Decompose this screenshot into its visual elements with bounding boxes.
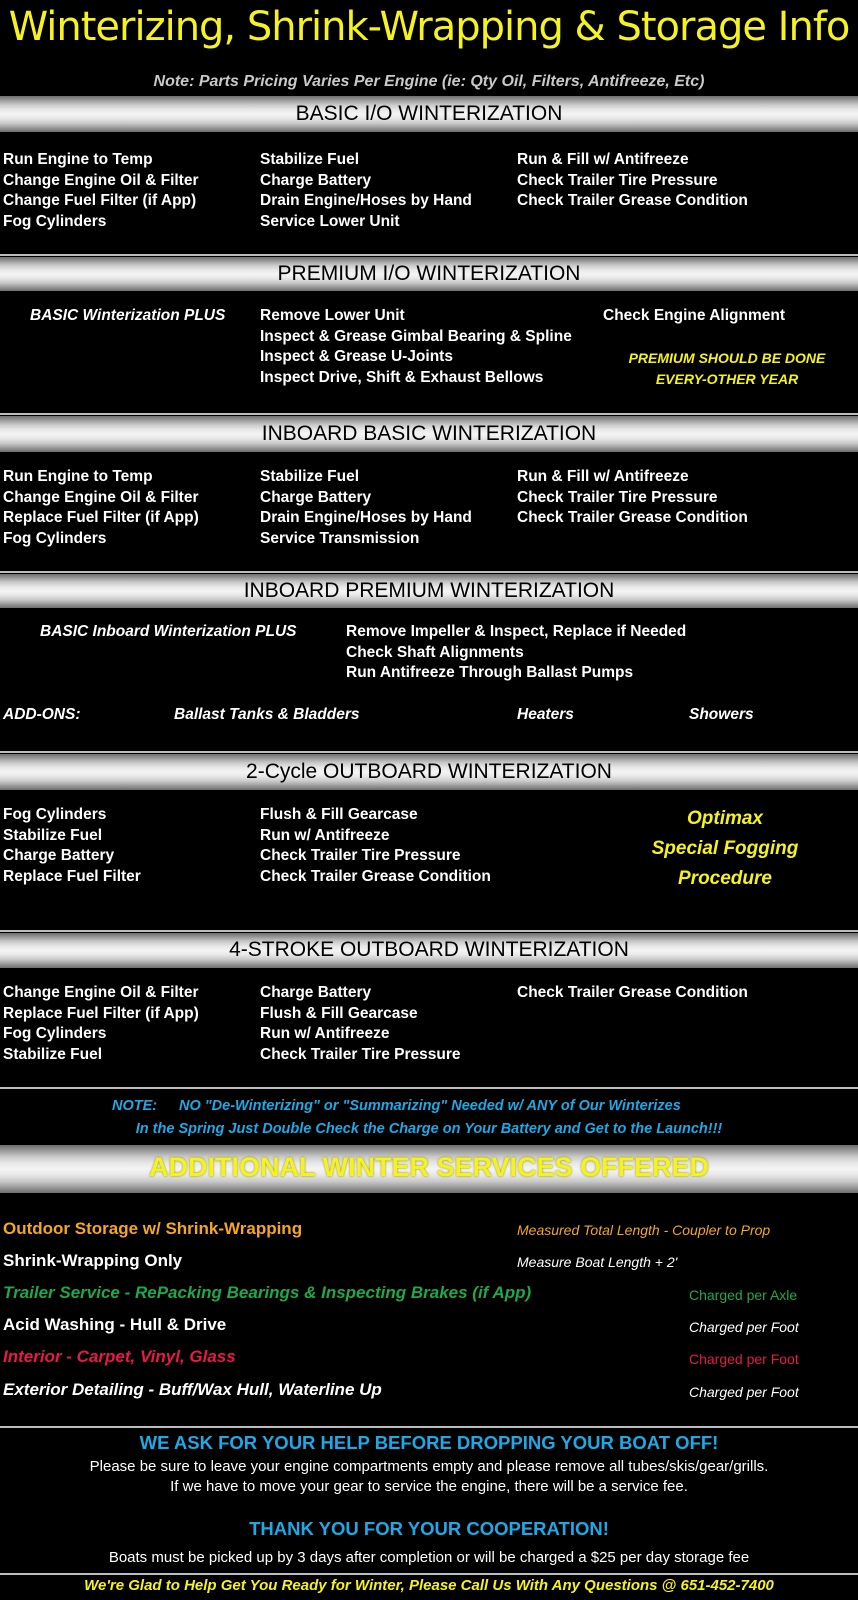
list-item: Change Fuel Filter (if App) [3, 192, 197, 210]
basic-io-col2 [260, 150, 472, 232]
list-item: Fog Cylinders [3, 1025, 107, 1043]
service-name: Trailer Service - RePacking Bearings & Inspecting Brakes (if App) [3, 1283, 532, 1302]
service-name: Shrink-Wrapping Only [3, 1251, 183, 1270]
list-item: Change Engine Oil & Filter [3, 984, 199, 1001]
premium-io-col2 [260, 306, 572, 388]
four-stroke-band [0, 933, 858, 968]
list-item: Drain Engine/Hoses by Hand [260, 509, 472, 527]
divider [0, 751, 858, 753]
list-item: Replace Fuel Filter [3, 867, 141, 885]
list-item: Replace Fuel Filter (if App) [3, 509, 199, 527]
closing-line: We're Glad to Help Get You Ready for Winter, Please Call Us With Any Questions @ 651-452-7400 [84, 1577, 774, 1594]
premium-io-band [0, 257, 858, 291]
four-stroke-col3 [517, 983, 748, 1004]
list-item: Fog Cylinders [3, 212, 107, 230]
inboard-basic-band [0, 416, 858, 452]
inboard-basic-col3 [517, 467, 748, 529]
list-item: Inspect Drive, Shift & Exhaust Bellows [260, 368, 544, 386]
addon-item: Ballast Tanks & Bladders [174, 706, 360, 723]
service-charge: Charged per Foot [689, 1384, 799, 1400]
list-item: Check Trailer Tire Pressure [260, 1045, 461, 1063]
inboard-basic-heading: INBOARD BASIC WINTERIZATION [261, 422, 597, 445]
list-item: Run Antifreeze Through Ballast Pumps [346, 664, 634, 682]
list-item: Check Trailer Grease Condition [260, 867, 491, 885]
list-item: Run & Fill w/ Antifreeze [517, 468, 689, 485]
list-item: Run w/ Antifreeze [260, 826, 390, 844]
basic-io-band [0, 96, 858, 132]
service-name: Outdoor Storage w/ Shrink-Wrapping [3, 1219, 303, 1238]
help-line1: Please be sure to leave your engine compartments empty and please remove all tubes/skis/gear/grills. [89, 1458, 769, 1475]
service-charge: Measure Boat Length + 2' [517, 1254, 678, 1270]
list-item: Flush & Fill Gearcase [260, 1004, 418, 1022]
list-item: Check Trailer Tire Pressure [260, 847, 461, 865]
list-item: Flush & Fill Gearcase [260, 806, 418, 823]
two-cycle-band [0, 754, 858, 790]
two-cycle-col2 [260, 805, 491, 887]
list-item: Charge Battery [260, 171, 372, 189]
additional-services-band [0, 1145, 858, 1193]
additional-services-heading: ADDITIONAL WINTER SERVICES OFFERED [148, 1152, 710, 1182]
list-item: Stabilize Fuel [3, 826, 103, 844]
basic-io-heading: BASIC I/O WINTERIZATION [295, 102, 563, 125]
addon-item: Showers [689, 706, 754, 723]
inboard-basic-col2 [260, 467, 472, 549]
list-item: Stabilize Fuel [260, 151, 360, 168]
service-name: Interior - Carpet, Vinyl, Glass [3, 1347, 236, 1366]
list-item: Stabilize Fuel [3, 1045, 103, 1063]
premium-io-heading: PREMIUM I/O WINTERIZATION [277, 262, 581, 285]
service-name: Exterior Detailing - Buff/Wax Hull, Waterline Up [3, 1380, 382, 1399]
list-item: Charge Battery [260, 488, 372, 506]
four-stroke-col1 [3, 983, 199, 1065]
premium-io-tip: PREMIUM SHOULD BE DONE EVERY-OTHER YEAR [628, 350, 826, 387]
list-item: Change Engine Oil & Filter [3, 171, 199, 189]
list-item: Run w/ Antifreeze [260, 1025, 390, 1043]
list-item: Service Transmission [260, 529, 420, 547]
list-item: Stabilize Fuel [260, 468, 360, 485]
divider [0, 1087, 858, 1089]
list-item: Change Engine Oil & Filter [3, 488, 199, 506]
pickup-note: Boats must be picked up by 3 days after completion or will be charged a $25 per day storage fee [108, 1549, 750, 1566]
list-item: Remove Impeller & Inspect, Replace if Needed [346, 623, 687, 640]
four-stroke-col2 [260, 983, 460, 1065]
divider [0, 930, 858, 932]
divider [0, 571, 858, 573]
help-heading: WE ASK FOR YOUR HELP BEFORE DROPPING YOUR BOAT OFF! [139, 1432, 719, 1453]
list-item: Inspect & Grease Gimbal Bearing & Spline [260, 327, 572, 345]
list-item: Fog Cylinders [3, 806, 107, 823]
list-item: Run & Fill w/ Antifreeze [517, 151, 689, 168]
pricing-note: Note: Parts Pricing Varies Per Engine (ie: Qty Oil, Filters, Antifreeze, Etc) [153, 73, 705, 90]
list-item: Check Shaft Alignments [346, 643, 524, 661]
addons-label: ADD-ONS: [3, 706, 81, 723]
two-cycle-col1 [3, 805, 141, 887]
four-stroke-heading: 4-STROKE OUTBOARD WINTERIZATION [229, 938, 629, 961]
list-item: Run Engine to Temp [3, 151, 153, 168]
inboard-premium-items [346, 622, 686, 684]
list-item: Check Trailer Grease Condition [517, 509, 748, 527]
thanks-heading: THANK YOU FOR YOUR COOPERATION! [249, 1518, 609, 1539]
inboard-premium-heading: INBOARD PREMIUM WINTERIZATION [243, 579, 615, 602]
optimax-special: Optimax Special Fogging Procedure [651, 808, 799, 889]
list-item: Check Trailer Tire Pressure [517, 488, 718, 506]
help-line2: If we have to move your gear to service the engine, there will be a service fee. [170, 1478, 688, 1495]
service-charge: Charged per Axle [689, 1287, 798, 1303]
basic-io-col1 [3, 150, 199, 232]
inboard-premium-band [0, 574, 858, 608]
service-charge: Measured Total Length - Coupler to Prop [517, 1222, 771, 1238]
inboard-basic-col1 [3, 467, 199, 549]
inboard-premium-plus: BASIC Inboard Winterization PLUS [40, 623, 297, 640]
list-item: Replace Fuel Filter (if App) [3, 1004, 199, 1022]
list-item: Check Trailer Grease Condition [517, 192, 748, 210]
basic-io-col3 [517, 150, 748, 212]
two-cycle-heading: 2-Cycle OUTBOARD WINTERIZATION [246, 760, 612, 783]
list-item: Inspect & Grease U-Joints [260, 348, 453, 366]
service-name: Acid Washing - Hull & Drive [3, 1315, 227, 1334]
list-item: Charge Battery [3, 847, 115, 865]
service-charge: Charged per Foot [689, 1351, 799, 1367]
list-item: Service Lower Unit [260, 212, 400, 230]
divider [0, 1426, 858, 1428]
winter-note-line2: In the Spring Just Double Check the Charge on Your Battery and Get to the Launch!!! [135, 1121, 723, 1137]
list-item: Fog Cylinders [3, 529, 107, 547]
list-item: Run Engine to Temp [3, 468, 153, 485]
list-item: Remove Lower Unit [260, 307, 405, 324]
list-item: Charge Battery [260, 984, 372, 1001]
list-item: Check Trailer Tire Pressure [517, 171, 718, 189]
winter-note-label: NOTE: [112, 1098, 158, 1114]
premium-io-plus: BASIC Winterization PLUS [30, 307, 226, 324]
divider [0, 1573, 858, 1575]
divider [0, 413, 858, 415]
page-title: Winterizing, Shrink-Wrapping & Storage Info [8, 4, 850, 50]
premium-io-col3: Check Engine Alignment [603, 307, 786, 324]
addon-item: Heaters [517, 706, 574, 723]
list-item: Check Trailer Grease Condition [517, 984, 748, 1001]
divider [0, 254, 858, 256]
service-charge: Charged per Foot [689, 1319, 799, 1335]
winter-note-line1: NO "De-Winterizing" or "Summarizing" Needed w/ ANY of Our Winterizes [179, 1098, 681, 1114]
list-item: Drain Engine/Hoses by Hand [260, 192, 472, 210]
